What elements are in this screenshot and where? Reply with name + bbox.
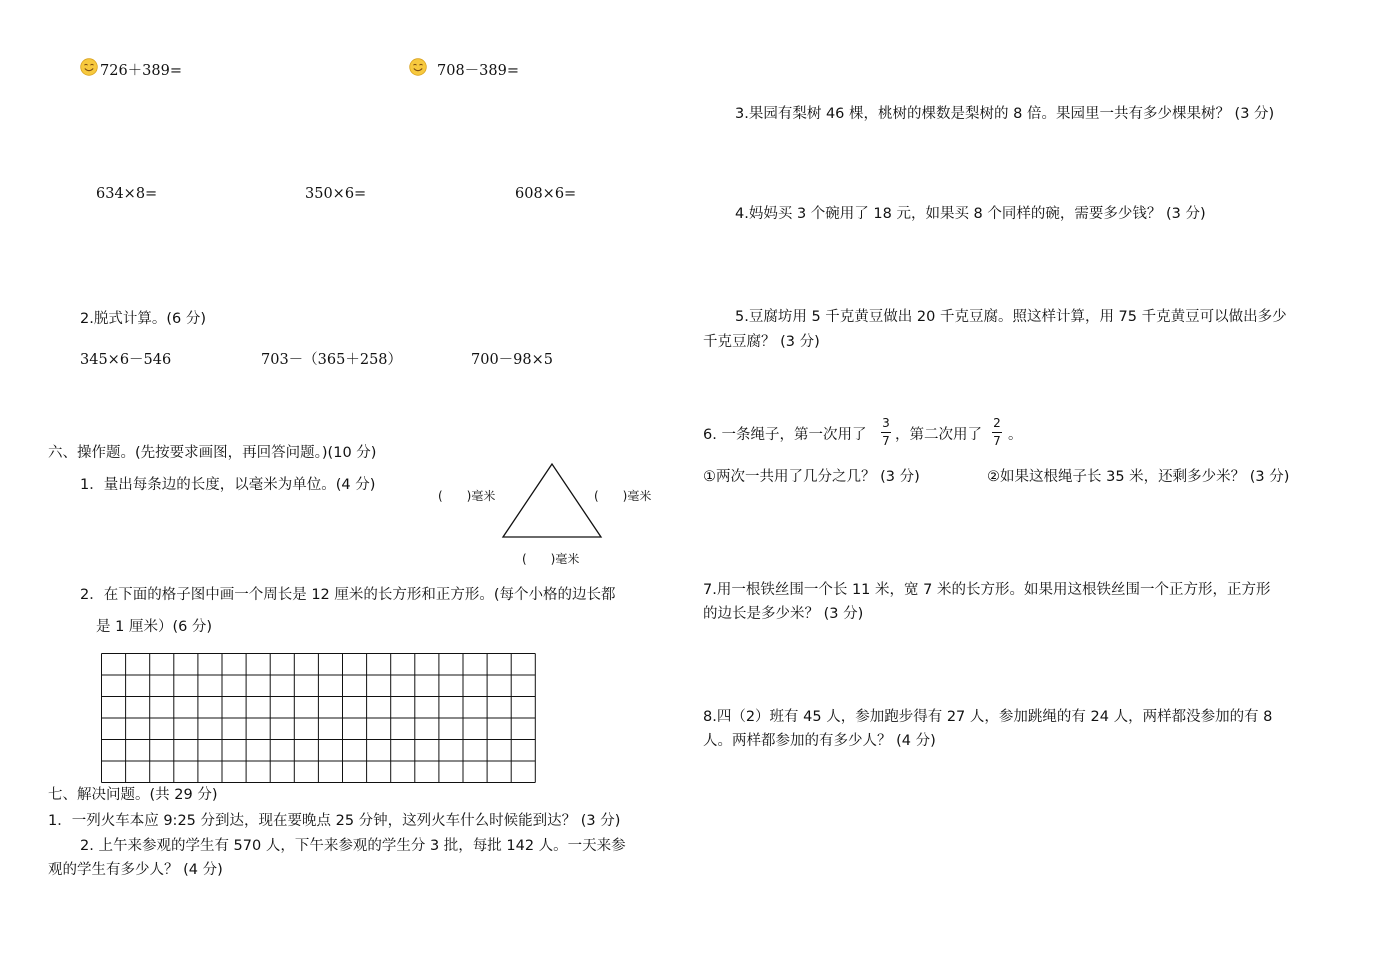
question-text: 2．在下面的格子图中画一个周长是 12 厘米的长方形和正方形。(每个小格的边长都 — [80, 587, 616, 603]
fraction-denominator: 7 — [882, 434, 890, 448]
fraction-bar — [992, 432, 1002, 433]
question-text: ，第二次用了 — [895, 427, 982, 443]
calc-expression: 708－389= — [437, 63, 520, 79]
calc-expression: 608×6= — [515, 186, 577, 202]
triangle-figure — [500, 461, 605, 541]
question-text: 。 — [1008, 427, 1023, 443]
calc-expression: 634×8= — [96, 186, 158, 202]
smiley-face-icon — [80, 58, 98, 76]
calc-expression: 700－98×5 — [471, 352, 554, 368]
calc-expression: 726＋389= — [100, 63, 183, 79]
length-blank: ( )毫米 — [438, 489, 496, 503]
fraction-numerator: 2 — [993, 416, 1001, 430]
sub-question: ①两次一共用了几分之几？ (3 分) — [703, 469, 920, 485]
question-text: 3.果园有梨树 46 棵，桃树的棵数是梨树的 8 倍。果园里一共有多少棵果树？ (3 分) — [735, 106, 1275, 122]
question-text: 2. 上午来参观的学生有 570 人，下午来参观的学生分 3 批，每批 142 人。一天来参 — [80, 838, 626, 854]
question-text: 4.妈妈买 3 个碗用了 18 元，如果买 8 个同样的碗，需要多少钱？ (3 分) — [735, 206, 1206, 222]
question-text: 5.豆腐坊用 5 千克黄豆做出 20 千克豆腐。照这样计算，用 75 千克黄豆可以做出多少 — [735, 309, 1287, 325]
question-text: 1．量出每条边的长度，以毫米为单位。(4 分) — [80, 477, 376, 493]
fraction-numerator: 3 — [882, 416, 890, 430]
question-text: 8.四（2）班有 45 人，参加跑步得有 27 人，参加跳绳的有 24 人，两样都没参加的有 8 — [703, 709, 1273, 725]
sub-question: ②如果这根绳子长 35 米，还剩多少米？ (3 分) — [987, 469, 1290, 485]
question-title: 2.脱式计算。(6 分) — [80, 311, 206, 327]
section-title: 六、操作题。(先按要求画图，再回答问题。)(10 分) — [48, 445, 377, 461]
calc-expression: 703－（365＋258） — [261, 352, 403, 368]
question-text: 人。两样都参加的有多少人？ (4 分) — [703, 733, 936, 749]
calc-expression: 345×6－546 — [80, 352, 172, 368]
square-grid[interactable] — [101, 653, 539, 785]
question-text: 7.用一根铁丝围一个长 11 米，宽 7 米的长方形。如果用这根铁丝围一个正方形，正方形 — [703, 582, 1271, 598]
question-text: 的边长是多少米？ (3 分) — [703, 606, 864, 622]
calc-expression: 350×6= — [305, 186, 367, 202]
section-title: 七、解决问题。(共 29 分) — [48, 787, 218, 803]
smiley-face-icon — [409, 58, 427, 76]
question-text: 是 1 厘米）(6 分) — [96, 619, 213, 635]
question-text: 6. 一条绳子，第一次用了 — [703, 427, 867, 443]
length-blank: ( )毫米 — [522, 552, 580, 566]
length-blank: ( )毫米 — [594, 489, 652, 503]
question-text: 1．一列火车本应 9:25 分到达，现在要晚点 25 分钟，这列火车什么时候能到达？ (3 分) — [48, 813, 621, 829]
fraction-bar — [881, 432, 891, 433]
fraction-denominator: 7 — [993, 434, 1001, 448]
question-text: 千克豆腐？ (3 分) — [703, 334, 820, 350]
question-text: 观的学生有多少人？ (4 分) — [48, 862, 223, 878]
